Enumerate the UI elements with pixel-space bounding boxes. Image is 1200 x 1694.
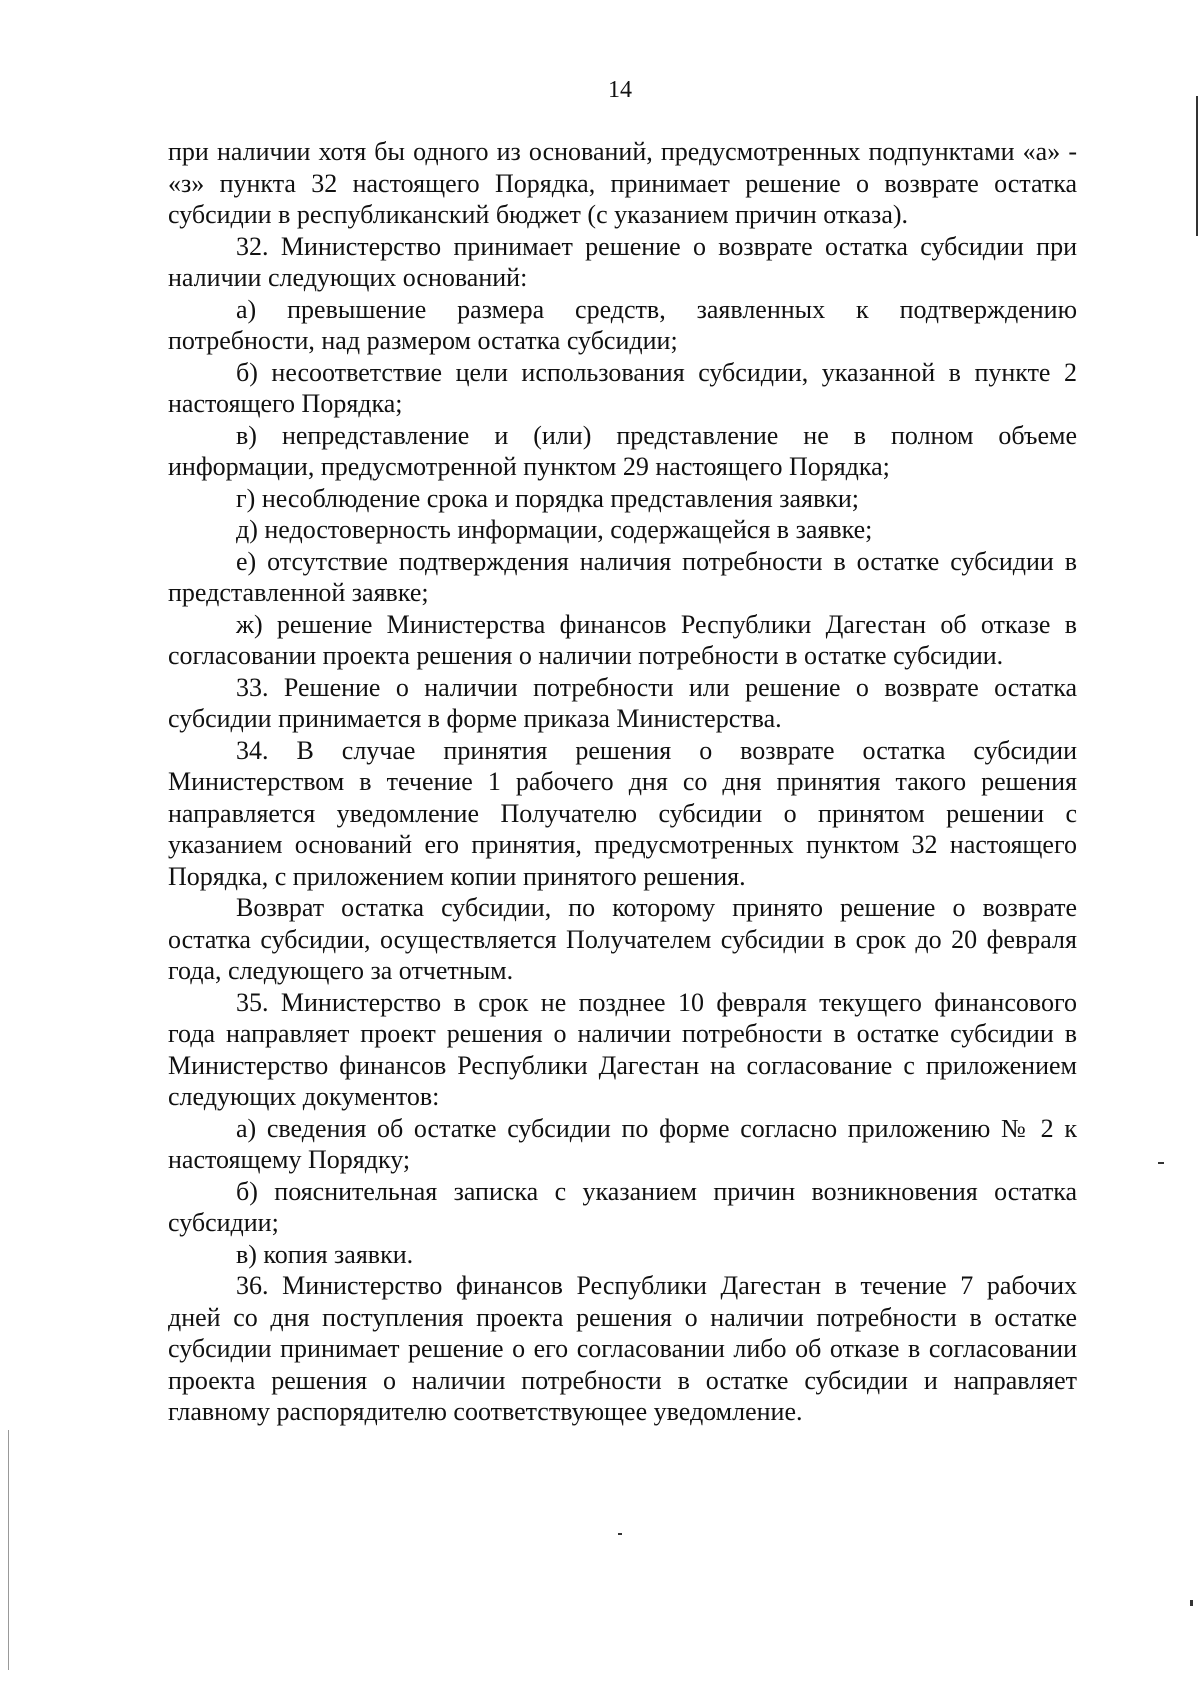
list-item-35b: б) пояснительная записка с указанием причин возникновения остатка субсидии; <box>168 1176 1077 1237</box>
list-item-32b: б) несоответствие цели использования субсидии, указанной в пункте 2 настоящего Порядка; <box>168 357 1077 418</box>
paragraph-continuation: при наличии хотя бы одного из оснований, предусмотренных подпунктами «а» - «з» пункта 32 настоящего Порядка, принимает решение о возврате остатка субсидии в республиканский бюджет (с указанием причин отказа). <box>168 137 1077 229</box>
paragraph-36: 36. Министерство финансов Республики Дагестан в течение 7 рабочих дней со дня поступления проекта решения о наличии потребности в остатке субсидии принимает решение о его согласовании либо об отказе в согласовании проекта решения о наличии потребности в остатке субсидии и направляет главному распорядителю соответствующее уведомление. <box>168 1271 1077 1426</box>
document-body <box>168 136 1077 1428</box>
scan-mark-bottom <box>618 1533 622 1535</box>
paragraph-33: 33. Решение о наличии потребности или решение о возврате остатка субсидии принимается в форме приказа Министерства. <box>168 672 1077 733</box>
scan-mark-corner <box>1190 1600 1193 1606</box>
paragraph-35: 35. Министерство в срок не позднее 10 февраля текущего финансового года направляет проект решения о наличии потребности в остатке субсидии в Министерство финансов Республики Дагестан на согласование с приложением следующих документов: <box>168 987 1077 1111</box>
scan-edge-left <box>8 1430 9 1670</box>
scan-mark-right <box>1158 1162 1164 1164</box>
list-item-35a: а) сведения об остатке субсидии по форме согласно приложению № 2 к настоящему Порядку; <box>168 1113 1077 1174</box>
list-item-32v: в) непредставление и (или) представление не в полном объеме информации, предусмотренной пунктом 29 настоящего Порядка; <box>168 420 1077 481</box>
paragraph-34-return: Возврат остатка субсидии, по которому принято решение о возврате остатка субсидии, осуществляется Получателем субсидии в срок до 20 февраля года, следующего за отчетным. <box>168 893 1077 985</box>
list-item-35v: в) копия заявки. <box>236 1239 414 1269</box>
list-item-32e: е) отсутствие подтверждения наличия потребности в остатке субсидии в представленной заявке; <box>168 546 1077 607</box>
scan-edge-right <box>1196 96 1198 236</box>
page-number: 14 <box>608 77 632 103</box>
list-item-32zh: ж) решение Министерства финансов Республики Дагестан об отказе в согласовании проекта решения о наличии потребности в остатке субсидии. <box>168 609 1077 670</box>
list-item-32d: д) недостоверность информации, содержащейся в заявке; <box>236 515 873 544</box>
paragraph-34: 34. В случае принятия решения о возврате остатка субсидии Министерством в течение 1 рабочего дня со дня принятия такого решения направляется уведомление Получателю субсидии о принятом решении с указанием оснований его принятия, предусмотренных пунктом 32 настоящего Порядка, с приложением копии принятого решения. <box>168 735 1077 891</box>
paragraph-32: 32. Министерство принимает решение о возврате остатка субсидии при наличии следующих оснований: <box>168 231 1077 292</box>
list-item-32a: а) превышение размера средств, заявленных к подтверждению потребности, над размером остатка субсидии; <box>168 294 1077 355</box>
list-item-32g: г) несоблюдение срока и порядка представления заявки; <box>236 483 860 513</box>
